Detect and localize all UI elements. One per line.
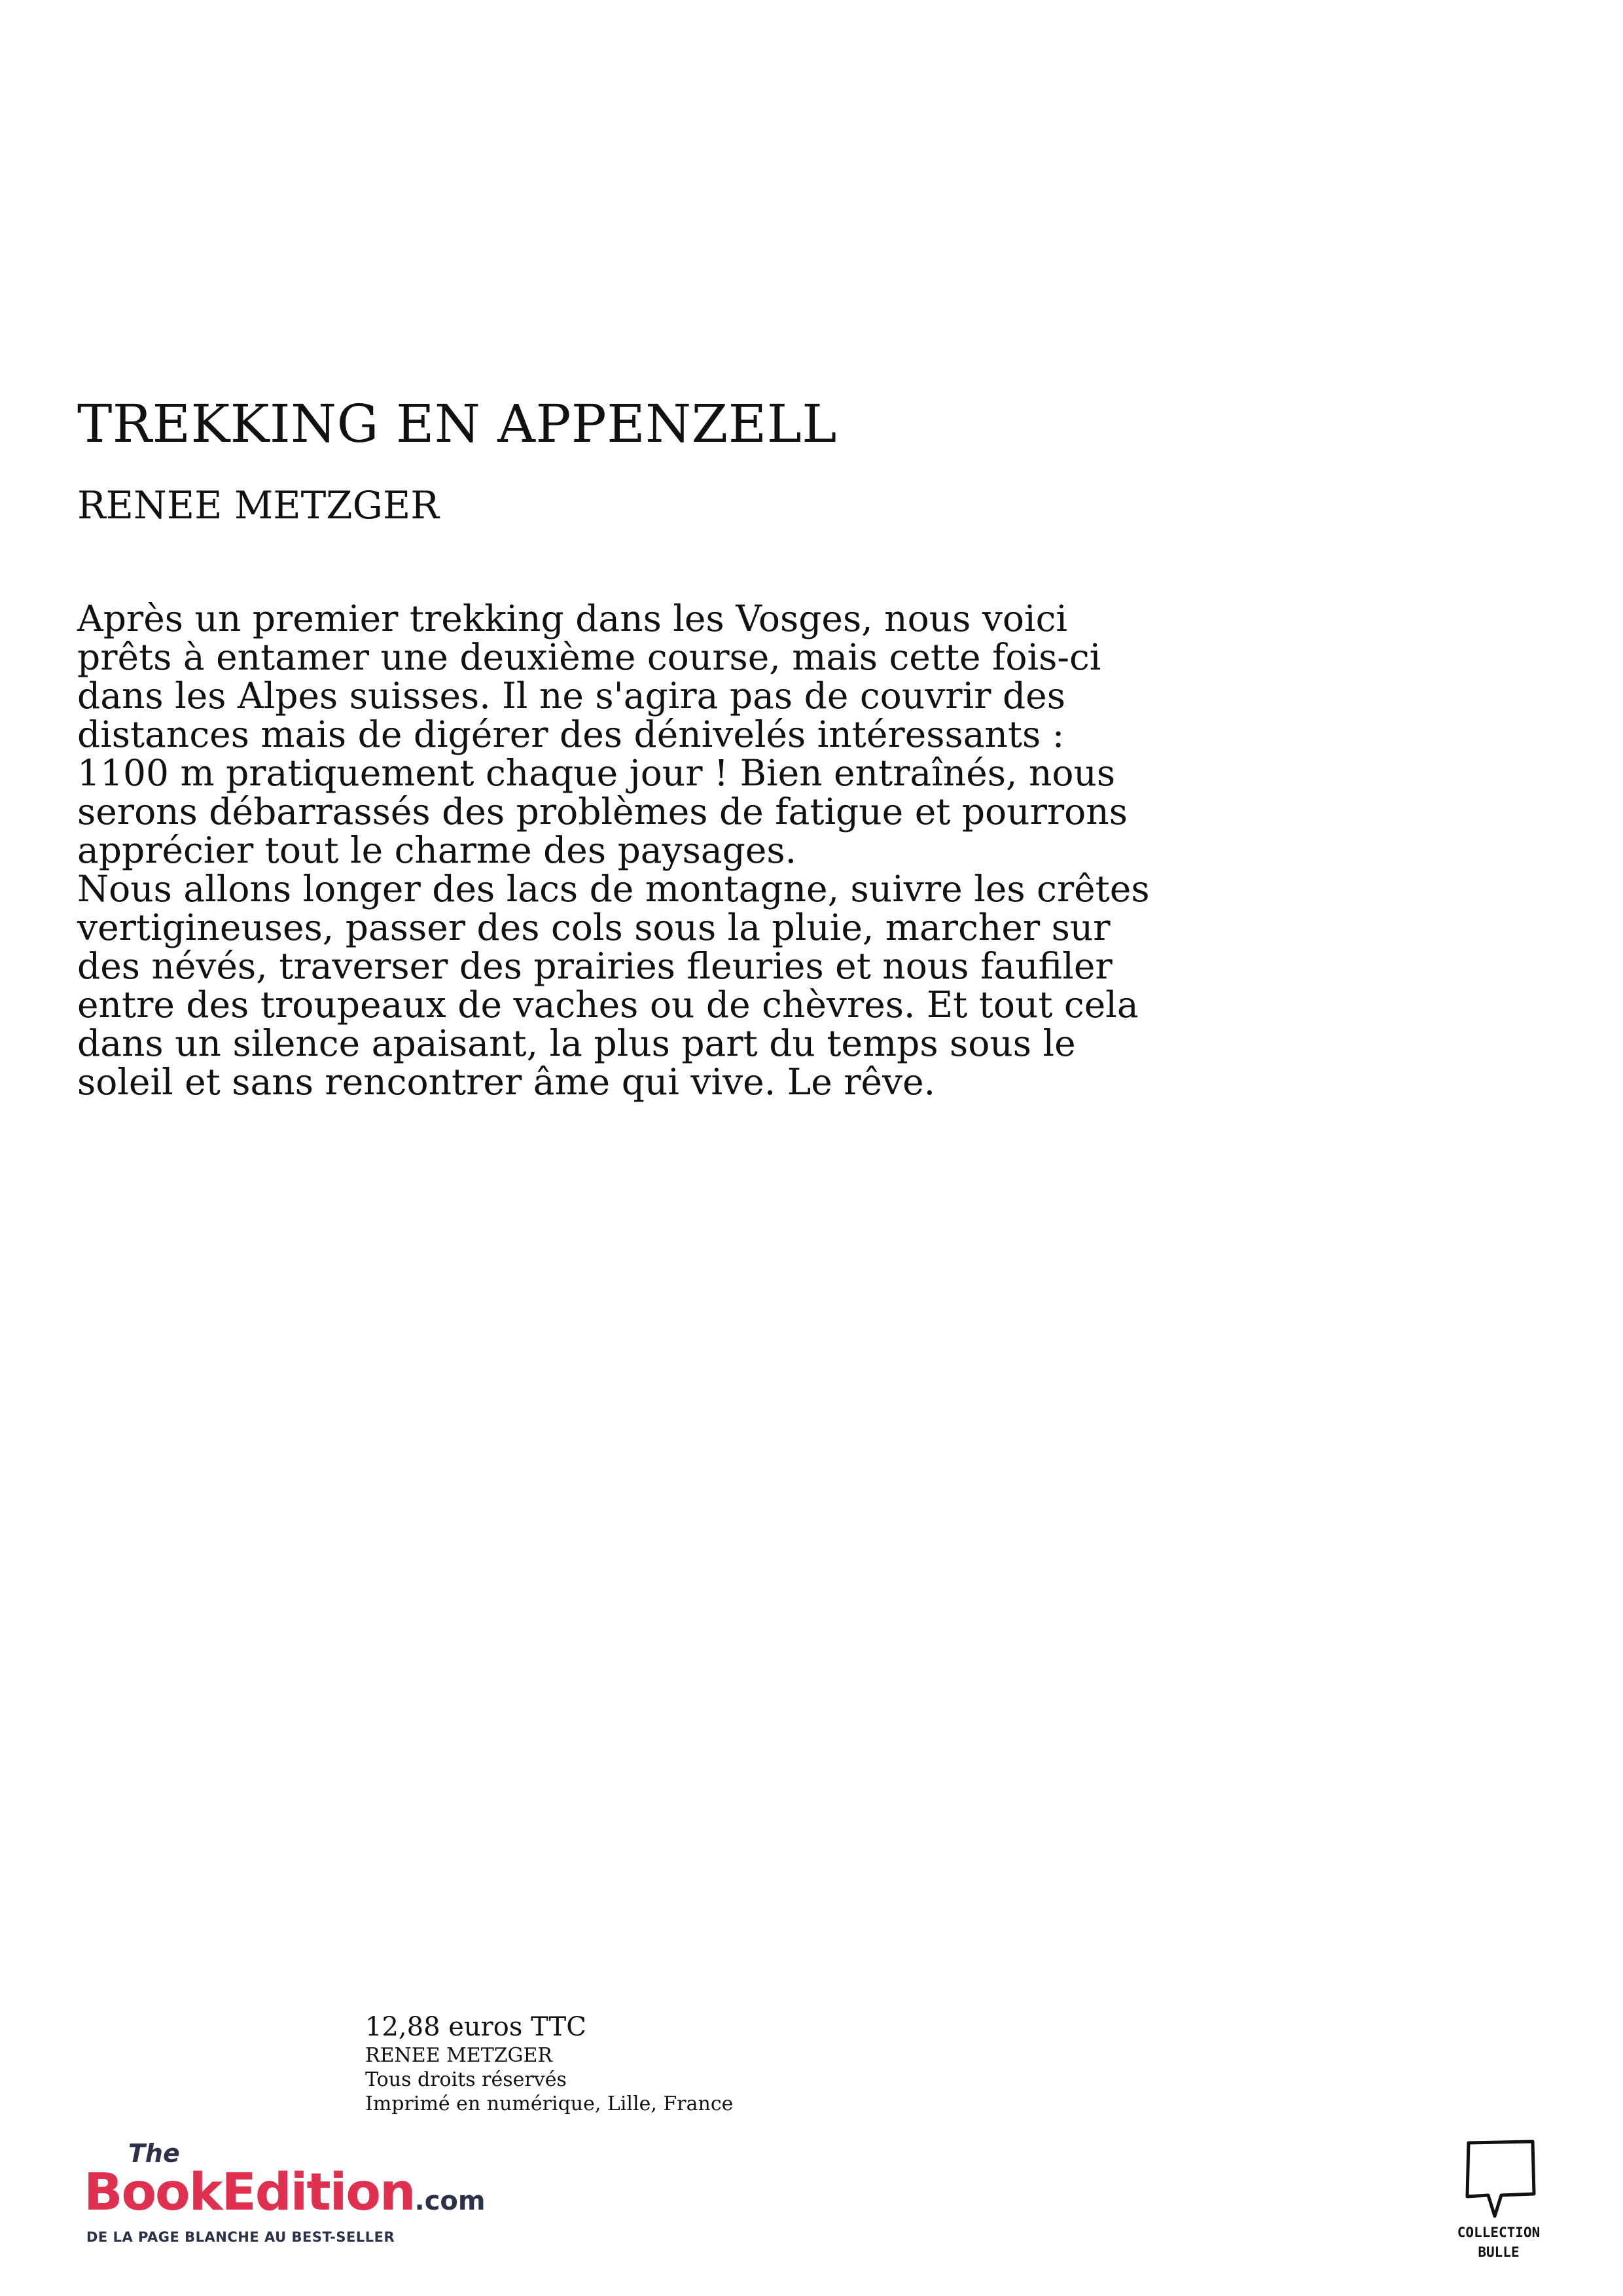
summary-line: dans les Alpes suisses. Il ne s'agira pas de couvrir des [77,675,1065,717]
logo-wordmark [84,2162,486,2231]
speech-bubble-icon [1465,2139,1537,2221]
summary-line: soleil et sans rencontrer âme qui vive. Le rêve. [77,1061,936,1103]
summary-line: apprécier tout le charme des paysages. [77,829,797,871]
summary-line: 1100 m pratiquement chaque jour ! Bien entraînés, nous [77,752,1116,794]
imprint-rights: Tous droits réservés [365,2068,567,2091]
logo-name: BookEdition [84,2163,415,2222]
book-author: RENEE METZGER [77,483,439,528]
imprint-block [365,2011,733,2116]
book-summary [77,600,1321,1102]
price: 12,88 euros TTC [365,2012,586,2042]
logo-tagline: DE LA PAGE BLANCHE AU BEST-SELLER [86,2229,395,2245]
summary-line: serons débarrassés des problèmes de fatigue et pourrons [77,791,1128,833]
summary-line: Nous allons longer des lacs de montagne, suivre les crêtes [77,868,1150,910]
summary-line: entre des troupeaux de vaches ou de chèvres. Et tout cela [77,984,1139,1026]
summary-line: Après un premier trekking dans les Vosges, nous voici [77,598,1067,639]
book-title: TREKKING EN APPENZELL [77,393,837,454]
summary-line: des névés, traverser des prairies fleuries et nous faufiler [77,945,1113,987]
collection-line2: BULLE [1478,2244,1520,2260]
summary-line: prêts à entamer une deuxième course, mais cette fois-ci [77,636,1101,678]
imprint-printed: Imprimé en numérique, Lille, France [365,2092,734,2115]
summary-line: vertigineuses, passer des cols sous la pluie, marcher sur [77,906,1111,948]
collection-logo [1446,2139,1551,2283]
publisher-logo [84,2139,486,2263]
collection-line1: COLLECTION [1457,2225,1541,2240]
logo-domain: .com [414,2186,486,2216]
summary-line: dans un silence apaisant, la plus part du temps sous le [77,1022,1076,1064]
summary-line: distances mais de digérer des dénivelés intéressants : [77,713,1065,755]
collection-name [1446,2223,1551,2262]
logo-the: The [128,2139,180,2168]
imprint-author: RENEE METZGER [365,2044,552,2067]
